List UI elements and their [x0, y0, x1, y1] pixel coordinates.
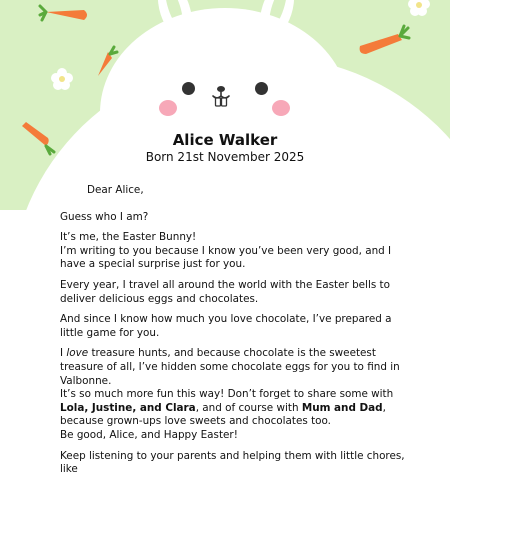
letter-paragraph: And since I know how much you love chocolate, I’ve prepared a little game for you. — [60, 313, 392, 339]
child-name: Alice Walker — [172, 131, 278, 149]
bunny-eye-left — [182, 82, 195, 95]
bunny-cheek-right — [272, 100, 290, 116]
carrot-icon — [352, 24, 410, 58]
bunny-eye-right — [255, 82, 268, 95]
letter-line: It’s me, the Easter Bunny! — [60, 231, 197, 244]
flower-icon — [408, 0, 430, 16]
letter-sign-off: Be good, Alice, and Happy Easter! — [60, 428, 238, 441]
letter-paragraph: I’m writing to you because I know you’ve been very good, and I have a special surprise just for you. — [60, 244, 392, 271]
letter-line: Guess who I am? — [60, 210, 149, 223]
bunny-nose-icon — [209, 84, 233, 114]
bunny-cheek-left — [159, 100, 177, 116]
letter-paragraph: Every year, I travel all around the world with the Easter bells to deliver delicious eggs and chocolates. — [60, 278, 390, 305]
letter-body — [60, 184, 412, 477]
letter-paragraph: Keep listening to your parents and helping them with little chores, like — [60, 449, 405, 476]
letter-greeting: Dear Alice, — [87, 184, 144, 196]
carrot-icon — [40, 2, 92, 28]
flower-icon — [51, 68, 73, 90]
letter-paragraph: It’s so much more fun this way! Don’t forget to share some with Lola, Justine, and Clara, and of course with Mum and Dad, because grown-ups love sweets and chocolates too. — [60, 388, 394, 428]
birth-date: Born 21st November 2025 — [145, 150, 305, 164]
letter-paragraph: I love treasure hunts, and because chocolate is the sweetest treasure of all, I’ve hidden some chocolate eggs for you to find in Valbonne. — [60, 347, 400, 387]
